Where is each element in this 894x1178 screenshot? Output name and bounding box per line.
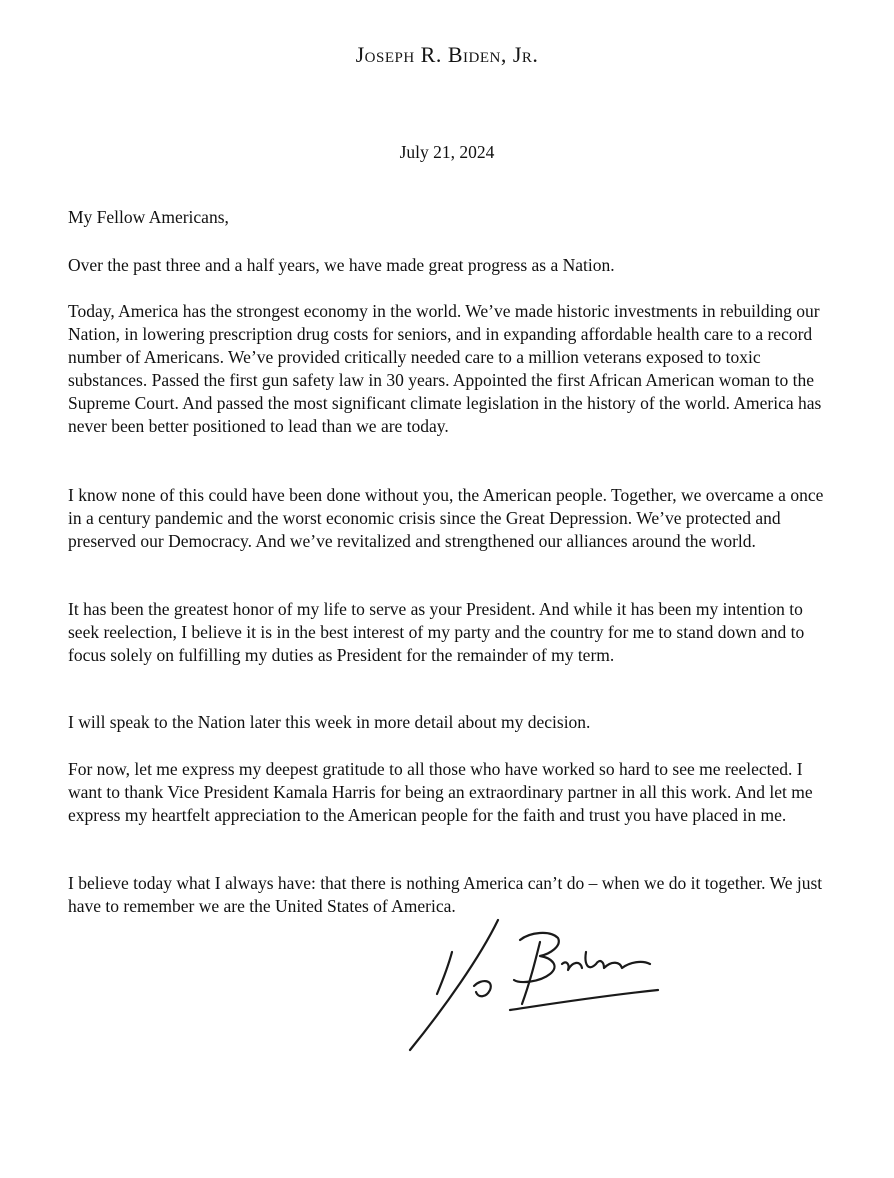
letterhead: Joseph R. Biden, Jr. (355, 42, 539, 67)
paragraph-achievements: Today, America has the strongest economy in the world. We’ve made historic investments in rebuilding our Nation, in lowering prescription drug costs for seniors, and in expanding affordable health care to a record number of Americans. We’ve provided critically needed care to a million veterans exposed to toxic substances. Passed the first gun safety law in 30 years. Appointed the first African American woman to the Supreme Court. And passed the most significant climate legislation in the history of the world. America has never been better positioned to lead than we are today. (68, 301, 822, 436)
paragraph-speak-to-nation: I will speak to the Nation later this week in more detail about my decision. (68, 712, 591, 732)
paragraph-american-people: I know none of this could have been done without you, the American people. Together, we overcame a once in a century pandemic and the worst economic crisis since the Great Depression. We’ve protected and preserved our Democracy. And we’ve revitalized and strengthened our alliances around the world. (68, 485, 824, 551)
greeting: My Fellow Americans, (68, 207, 229, 227)
paragraph-gratitude: For now, let me express my deepest gratitude to all those who have worked so hard to see me reelected. I want to thank Vice President Kamala Harris for being an extraordinary partner in all this work. And let me express my heartfelt appreciation to the American people for the faith and trust you have placed in me. (68, 759, 813, 825)
paragraph-stand-down: It has been the greatest honor of my life to serve as your President. And while it has been my intention to seek reelection, I believe it is in the best interest of my party and the country for me to stand down and to focus solely on fulfilling my duties as President for the remainder of my term. (68, 599, 805, 665)
letter-date: July 21, 2024 (399, 142, 495, 162)
signature (390, 912, 680, 1062)
paragraph-closing: I believe today what I always have: that there is nothing America can’t do – when we do it together. We just have to remember we are the United States of America. (68, 873, 823, 916)
paragraph-progress: Over the past three and a half years, we have made great progress as a Nation. (68, 255, 615, 275)
